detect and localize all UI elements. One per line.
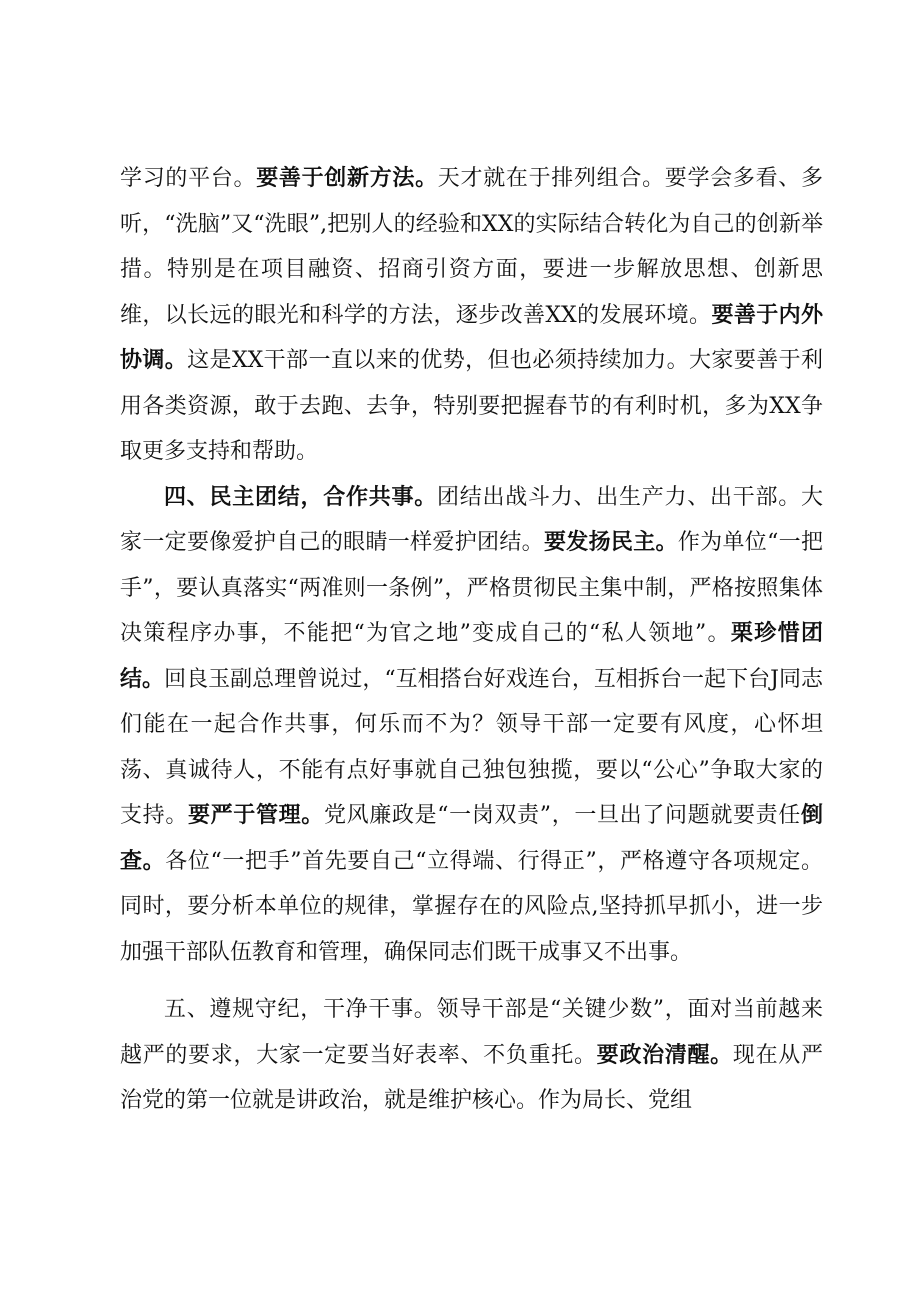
bold-heading-segment: 要严于管理。: [187, 802, 324, 828]
text-segment: 党风廉政是“一岗双责”，一旦出了问题就要责任: [323, 803, 801, 828]
text-segment: 学习的平台。: [120, 166, 257, 191]
text-segment: 五、遵规守纪，干净干事。领导干部是“关键少数”，面对当前越来越严的要求，大家一定要当好表率、不负重托。: [120, 997, 823, 1068]
text-segment: 这是XX干部一直以来的优势，但也必须持续加力。大家要善于利用各类资源，敢于去跑、去争，特别要把握春节的有利时机，多为XX争取更多支持和帮助。: [120, 348, 823, 464]
document-body: [120, 156, 823, 1124]
text-segment: 现在从严治党的第一位就是讲政治，就是维护核心。作为局长、党组: [120, 1042, 823, 1113]
bold-heading-segment: 要发扬民主。: [543, 529, 678, 555]
bold-heading-segment: 要政治清醒。: [596, 1041, 733, 1068]
bold-heading-segment: 要善于创新方法。: [256, 165, 438, 191]
paragraph: [120, 475, 823, 976]
bold-heading-segment: 要善于内外协调。: [120, 301, 823, 373]
text-segment: 回良玉副总理曾说过，“互相搭台好戏连台，互相拆台一起下台J同志们能在一起合作共事，何乐而不为？领导干部一定要有风度，心怀坦荡、真诚待人，不能有点好事就自己独包独揽，要以“公心”争取大家的支持。: [120, 666, 823, 828]
text-segment: 作为单位“一把手”，要认真落实“两准则一条例”，严格贯彻民主集中制，严格按照集体决策程序办事，不能把“为官之地”变成自己的“私人领地”。: [120, 530, 823, 646]
text-segment: 天才就在于排列组合。要学会多看、多听，“洗脑”又“洗眼”,把别人的经验和XX的实际结合转化为自己的创新举措。特别是在项目融资、招商引资方面，要进一步解放思想、创新思维，以长远的眼光和科学的方法，逐步改善XX的发展环境。: [120, 166, 823, 328]
bold-heading-segment: 倒查。: [120, 802, 823, 874]
bold-heading-segment: 栗珍惜团结。: [120, 620, 823, 692]
bold-heading-segment: 四、民主团结，合作共事。: [164, 483, 437, 510]
text-segment: 各位“一把手”首先要自己“立得端、行得正”，严格遵守各项规定。同时，要分析本单位的规律，掌握存在的风险点,坚持抓早抓小，进一步加强干部队伍教育和管理，确保同志们既干成事又不出事。: [120, 848, 823, 965]
text-segment: 团结出战斗力、出生产力、出干部。大家一定要像爱护自己的眼睛一样爱护团结。: [120, 484, 823, 555]
paragraph: [120, 156, 823, 475]
paragraph: [120, 987, 823, 1124]
